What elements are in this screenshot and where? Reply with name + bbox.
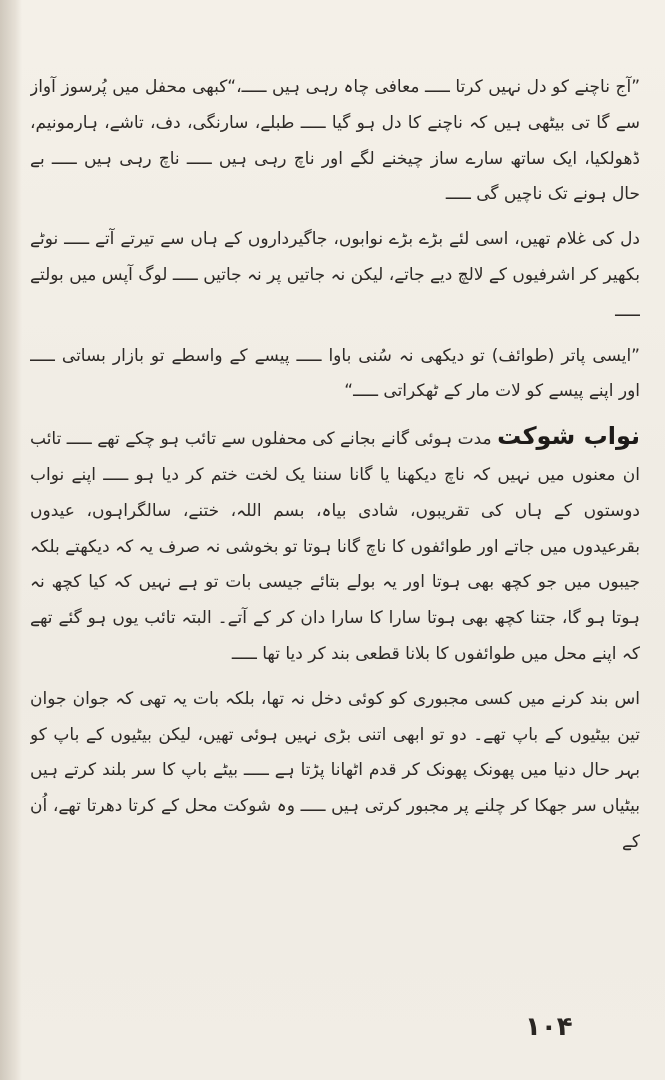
page-number: ۱۰۴ — [525, 1012, 573, 1042]
section-heading: نواب شوکت — [497, 422, 640, 451]
paragraph-4-text: مدت ہوئی گانے بجانے کی محفلوں سے تائب ہو چکے تھے ـــــ تائب ان معنوں میں نہیں کہ ناچ دیکھنا یا گانا سننا یک لخت ختم کر دیا ہو ـــــ اپنے نواب دوستوں کے ہاں کی تقریبوں، شادی بیاہ، بسم اللہ، ختنے، سالگراہوں، عیدوں بقرعیدوں میں جاتے اور طوائفوں کا ناچ گانا ہوتا تو بخوشی نہ صرف یہ کہ دیکھتے بلکہ جیبوں میں جو کچھ بھی ہوتا اور یہ بولے بتائے جیسی بات تو ہے نہیں کہ کیا کچھ نہ ہوتا ہو گا، جتنا کچھ بھی ہوتا سارا کا سارا دان کر کے آتے۔ البتہ تائب یوں ہو گئے تھے کہ اپنے محل میں طوائفوں کا بلانا قطعی بند کر دیا تھا ـــــ — [30, 429, 640, 664]
paragraph-1: ”آج ناچنے کو دل نہیں کرتا ـــــ معافی چاہ رہی ہیں ـــــ،“کبھی محفل میں پُرسوز آواز سے گا تی بیٹھی ہیں کہ ناچنے کا دل ہو گیا ـــــ طبلے، سارنگی، دف، تاشے، ہارمونیم، ڈھولکیا، ایک ساتھ سارے ساز چیخنے لگے اور ناچ رہی ہیں ـــــ ناچ رہی ہیں ـــــ بے حال ہونے تک ناچیں گی ـــــ — [30, 77, 640, 205]
page-spine-shadow — [0, 0, 22, 1080]
paragraph-3: ”ایسی پاتر (طوائف) تو دیکھی نہ سُنی باوا ـــــ پیسے کے واسطے تو بازار بساتی ـــــ اور اپنے پیسے کو لات مار کے ٹھکراتی ـــــ“ — [30, 345, 640, 402]
paragraph-5: اس بند کرنے میں کسی مجبوری کو کوئی دخل نہ تھا، بلکہ بات یہ تھی کہ جوان جوان تین بیٹیوں کے باپ تھے۔ دو تو ابھی اتنی بڑی نہیں ہوئی تھیں، لیکن بیٹیوں کے باپ کو بہر حال دنیا میں پھونک پھونک کر قدم اٹھانا پڑتا ہے ـــــ بیٹے باپ کا سر بلند کرتے ہیں بیٹیاں سر جھکا کر چلنے پر مجبور کرتی ہیں ـــــ وہ شوکت محل کے کرتا دھرتا تھے، اُن کے — [30, 688, 640, 852]
paragraph-2: دل کی غلام تھیں، اسی لئے بڑے بڑے نوابوں، جاگیرداروں کے ہاں سے تیرتے آتے ـــــ نوٹے بکھیر کر اشرفیوں کے لالچ دیے جاتے، لیکن نہ جاتیں پر نہ جاتیں ـــــ لوگ آپس میں بولتے ـــــ — [30, 229, 640, 321]
body-text — [30, 70, 640, 990]
paragraph-4 — [30, 419, 640, 673]
